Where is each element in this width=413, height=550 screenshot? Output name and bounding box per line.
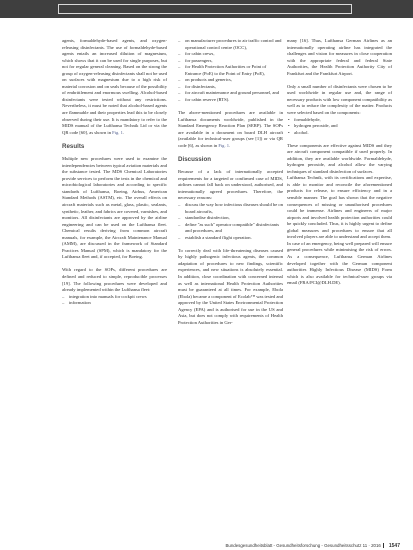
list-item: • hydrogen peroxide, and — [287, 123, 392, 130]
paragraph: With regard to the SOPs, different procedures are defined and reduced to simple, reproducible processes [19]. The following procedures were developed and already implemented within the Lufthansa fleet: — [62, 267, 167, 293]
page-number: 1547 — [388, 543, 400, 549]
paragraph-text: agents, formaldehyde-based agents, and oxygen-releasing disinfectants. The use of formaldehyde-based agents entails an increased dilution of magnesium, which shows that it can be used for single purposes, but not for regular general cleaning. Based on the strong the group of oxygen-releasing disinfectants shall not be used on surfaces with magnesium due to a high risk of material corrosion and on seals because of the possibility of embrittlement and enormous swelling. Alcohol-based disinfectants were tested without any restrictions. Nevertheless, it must be noted that alcohol-based agents are flammable and their properties lead this to be closely observed during their use. It is mandatory to refer to the MIDS manual of the Lufthansa Technik Ltd or via the QR code [60], as shown in — [62, 38, 167, 135]
section-heading-results: Results — [62, 143, 85, 151]
paragraph: many [16]. Thus, Lufthansa German Airlines as an internationally operating airline has integrated the challenges and vision for measures in close cooperation with the appropriate federal and federal State Authorities, the Health Protection Authority City of Frankfurt and the Frankfurt Airport. — [287, 38, 392, 76]
list-item: – discuss the way how infectious diseases should be on board aircrafts, — [178, 202, 283, 215]
list-item: – for cabin reserve (RTS). — [178, 97, 283, 104]
column-left — [62, 38, 167, 307]
figure-link[interactable]: Fig. 1 — [112, 129, 123, 135]
paragraph-text: The above-mentioned procedures are available in Lufthansa documents worldwide, published in the Standard Emergency Reaction Plan (SERP). The SOPs are available in a document on board DLH aircraft (available for technical-user groups (see [1]) or via QR code [6], as shown in — [178, 109, 283, 148]
column-middle — [178, 38, 283, 326]
list-item: – information — [62, 300, 167, 307]
list-item: – for passengers, — [178, 58, 283, 65]
list-item: – standardise disinfection, — [178, 215, 283, 222]
bullet-list — [178, 202, 283, 241]
list-item: – on manufacturer procedures to air traffic control and operational control centre (OCC), — [178, 38, 283, 51]
header-frame — [58, 4, 352, 14]
column-right — [287, 38, 392, 287]
list-item: – establish a standard flight operation. — [178, 235, 283, 242]
list-item: – for cabin crews, — [178, 51, 283, 58]
paragraph: agents, formaldehyde-based agents, and oxygen-releasing disinfectants. The use of formaldehyde-based agents entails an increased dilution of magnesium, which shows that it can be used for single purposes, but not for regular general cleaning. Based on the strong the group of oxygen-releasing disinfectants shall not be used on surfaces with magnesium due to a high risk of material corrosion and on seals because of the possibility of embrittlement and enormous swelling. Alcohol-based disinfectants were tested without any restrictions. Nevertheless, it must be noted that alcohol-based agents are flammable and their properties lead this to be closely observed during their use. It is mandatory to refer to the MIDS manual of the Lufthansa Technik Ltd or via the QR code [60], as shown in Fig. 1. — [62, 38, 167, 135]
journal-citation: Bundesgesundheitsblatt - Gesundheitsforschung - Gesundheitsschutz 11 · 2016 — [225, 543, 381, 548]
list-item: • alcohol. — [287, 130, 392, 137]
paragraph: Because of a lack of internationally accepted requirements for a targeted or confirmed case of MIDS, airlines cannot fall back on understood, authorised, and internationally agreed procedures. Therefore, the necessary reasons: — [178, 169, 283, 201]
list-item: – on products and generics, — [178, 77, 283, 84]
paragraph: Only a small number of disinfectants were chosen to be used worldwide in regular use and, the range of necessary products with low component compatibility as well as to reduce the complexity of the matter. Products were selected based on the components: — [287, 83, 392, 115]
list-item: – for aircraft maintenance and ground personnel, and — [178, 90, 283, 97]
list-item: • formaldehyde, — [287, 117, 392, 124]
section-heading-discussion: Discussion — [178, 156, 212, 164]
bullet-list — [62, 294, 167, 307]
paragraph: Lufthansa Technik, with its certifications and expertise, is able to monitor and reconcile the aforementioned products for release, to ensure efficiency and in a sensible manner. The goal has shown that the negative consequences of missing or unauthorised procedures could be immense. Airlines and engineers of major airports and involved health protection authorities could be quickly concluded. Thus, it is highly urgent to define global measures and procedures to ensure that all involved players are able to understand and accept them. — [287, 175, 392, 240]
bullet-list — [287, 117, 392, 137]
bullet-list — [178, 38, 283, 103]
paragraph: These components are effective against MIDS and they are aircraft component compatible if used properly. In addition, they are available worldwide. Formaldehyde, hydrogen peroxide, and alcohol allow the varying techniques of standard disinfection of surfaces. — [287, 142, 392, 174]
list-item: – for Health Protection Authorities or Point of Entrance (PoE) to the Point of Entry (PoE), — [178, 64, 283, 77]
paragraph: In case of an emergency, being well prepared will ensure general procedures while minimising the risk of errors. As a consequence, Lufthansa German Airlines developed together with the German component authorities Highly Infectious Disease (MIDS) Form which is also available for technical-user groups via email (FRA/PCI@DLH.DE). — [287, 240, 392, 286]
page-footer — [0, 543, 400, 549]
figure-link[interactable]: Fig. 1 — [218, 142, 230, 148]
list-item: – integration into manuals for cockpit crews — [62, 294, 167, 301]
list-item: – for disinfectants, — [178, 84, 283, 91]
header-bar — [0, 0, 413, 18]
paragraph: Multiple new procedures were used to examine the interdependencies between typical aviation materials and the substance tested. The MDS Chemical Laboratories provide services to perform the tests in the chemical and microbiological laboratories and according to specific standards of Lufthansa, Boeing, Airbus, American Standard Methods (ASTM), etc. The overall effects on aircraft materials such as metal, glass, plastic, sealants, synthetic, leather, and fabrics are covered, varnishes, and monitors. All disinfectants are approved by the airline engineering and can be used on the Lufthansa fleet. Chemical results deriving from common aircraft manuals, for example, the Aircraft Maintenance Manual (AMM), are discussed in the framework of Standard Practices Manual (SPM), which is mandatory for the Lufthansa fleet and, if accepted, for Boeing. — [62, 156, 167, 260]
list-item: – define "as such" operator compatible" disinfectants and procedures, and — [178, 222, 283, 235]
paragraph: To correctly deal with life-threatening diseases caused by highly pathogenic infectious agents, the common adaptation of procedures to new findings, scientific experiences, and new situations is absolutely essential. In addition, close coordination with concerned internal as well as international Health Protection Authorities must be guaranteed at all times. For example, Ebola (Ebola) became a component of Ecolab™ was tested and approved by the United States Environmental Protection Agency (EPA) and is authorised for use in the US and Asia, but does not comply with requirements of Health Protection Authorities in Ger- — [178, 247, 284, 325]
footer-divider — [383, 543, 384, 548]
paragraph: The above-mentioned procedures are available in Lufthansa documents worldwide, published in the Standard Emergency Reaction Plan (SERP). The SOPs are available in a document on board DLH aircraft (available for technical-user groups (see [1]) or via QR code [6], as shown in Fig. 1. — [178, 109, 283, 148]
